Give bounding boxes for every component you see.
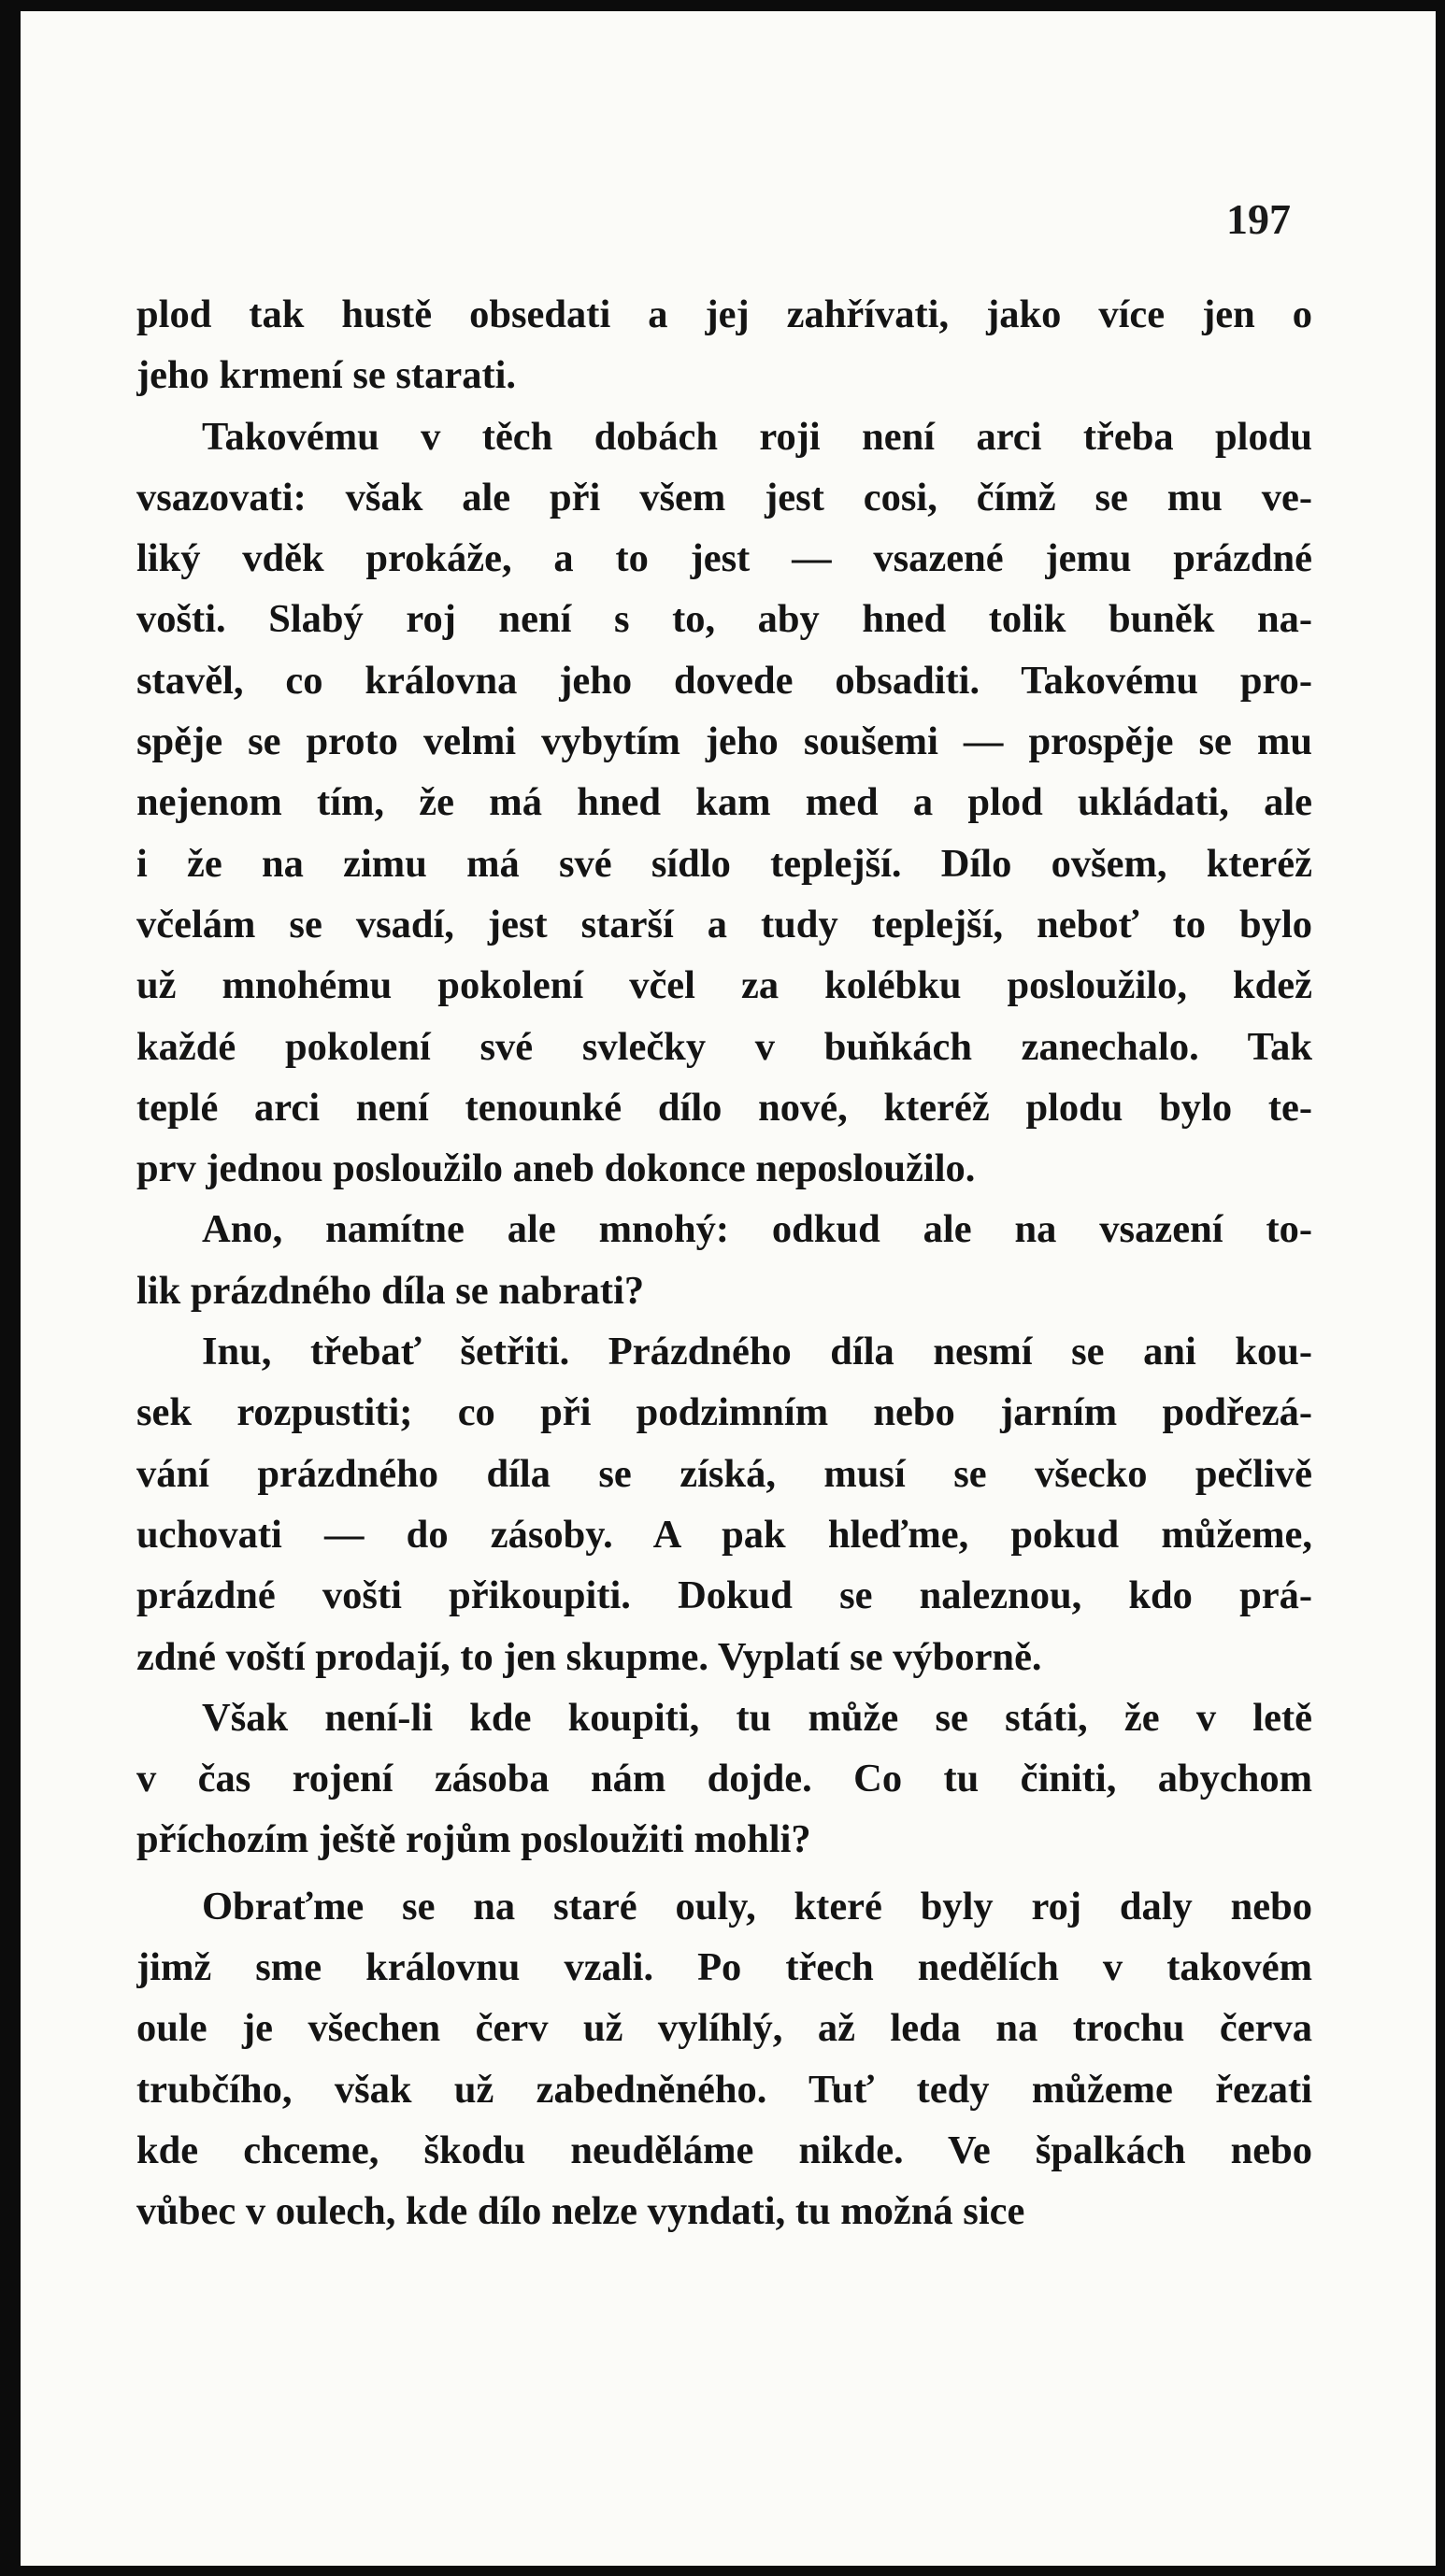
- text-line: Takovému v těch dobách roji není arci třeba plodu: [202, 414, 1312, 459]
- text-line: liký vděk prokáže, a to jest — vsazené jemu prázdné: [136, 536, 1312, 581]
- text-line: stavěl, co královna jeho dovede obsaditi. Takovému pro-: [136, 658, 1312, 703]
- text-line: Inu, třebať šetřiti. Prázdného díla nesmí se ani kou-: [202, 1330, 1312, 1374]
- text-line: vošti. Slabý roj není s to, aby hned tolik buněk na-: [136, 597, 1312, 642]
- text-line: vání prázdného díla se získá, musí se všecko pečlivě: [136, 1451, 1312, 1496]
- paragraph: [136, 406, 1312, 1200]
- body-text: [136, 284, 1312, 2242]
- text-line: Ano, namítne ale mnohý: odkud ale na vsazení to-: [202, 1207, 1312, 1252]
- text-line: Však není-li kde koupiti, tu může se státi, že v letě: [202, 1695, 1312, 1740]
- text-line: uchovati — do zásoby. A pak hleďme, pokud můžeme,: [136, 1512, 1312, 1557]
- text-line: v čas rojení zásoba nám dojde. Co tu činiti, abychom: [136, 1757, 1312, 1801]
- paragraph: [136, 1687, 1312, 1871]
- text-line: každé pokolení své svlečky v buňkách zanechalo. Tak: [136, 1024, 1312, 1069]
- text-line: včelám se vsadí, jest starší a tudy teplejší, neboť to bylo: [136, 902, 1312, 946]
- text-line: zdné voští prodají, to jen skupme. Vyplatí se výborně.: [136, 1634, 1042, 1679]
- text-line: příchozím ještě rojům posloužiti mohli?: [136, 1817, 811, 1862]
- text-line: prv jednou posloužilo aneb dokonce neposloužilo.: [136, 1146, 976, 1191]
- text-line: nejenom tím, že má hned kam med a plod ukládati, ale: [136, 780, 1312, 825]
- text-line: vsazovati: však ale při všem jest cosi, čímž se mu ve-: [136, 475, 1312, 519]
- text-line: teplé arci není tenounké dílo nové, kteréž plodu bylo te-: [136, 1085, 1312, 1130]
- text-line: plod tak hustě obsedati a jej zahřívati, jako více jen o: [136, 292, 1312, 336]
- paragraph: [136, 1199, 1312, 1321]
- text-line: jimž sme královnu vzali. Po třech nedělích v takovém: [136, 1945, 1312, 1990]
- text-line: jeho krmení se starati.: [136, 353, 517, 398]
- text-line: oule je všechen červ už vylíhlý, až leda na trochu červa: [136, 2006, 1312, 2051]
- text-line: prázdné vošti přikoupiti. Dokud se naleznou, kdo prá-: [136, 1573, 1312, 1618]
- paragraph: [136, 1876, 1312, 2242]
- text-line: už mnohému pokolení včel za kolébku posloužilo, kdež: [136, 963, 1312, 1008]
- text-line: trubčího, však už zabedněného. Tuť tedy můžeme řezati: [136, 2067, 1312, 2112]
- text-line: Obraťme se na staré ouly, které byly roj daly nebo: [202, 1884, 1312, 1928]
- text-line: spěje se proto velmi vybytím jeho soušemi — prospěje se mu: [136, 719, 1312, 764]
- page-number: 197: [1226, 195, 1291, 243]
- text-line: kde chceme, škodu neuděláme nikde. Ve špalkách nebo: [136, 2128, 1312, 2172]
- text-line: i že na zimu má své sídlo teplejší. Dílo ovšem, kteréž: [136, 841, 1312, 886]
- paragraph: [136, 284, 1312, 406]
- text-line: sek rozpustiti; co při podzimním nebo jarním podřezá-: [136, 1390, 1312, 1435]
- paragraph: [136, 1321, 1312, 1687]
- text-line: lik prázdného díla se nabrati?: [136, 1268, 645, 1313]
- text-line: vůbec v oulech, kde dílo nelze vyndati, tu možná sice: [136, 2189, 1025, 2234]
- book-page: [21, 11, 1436, 2566]
